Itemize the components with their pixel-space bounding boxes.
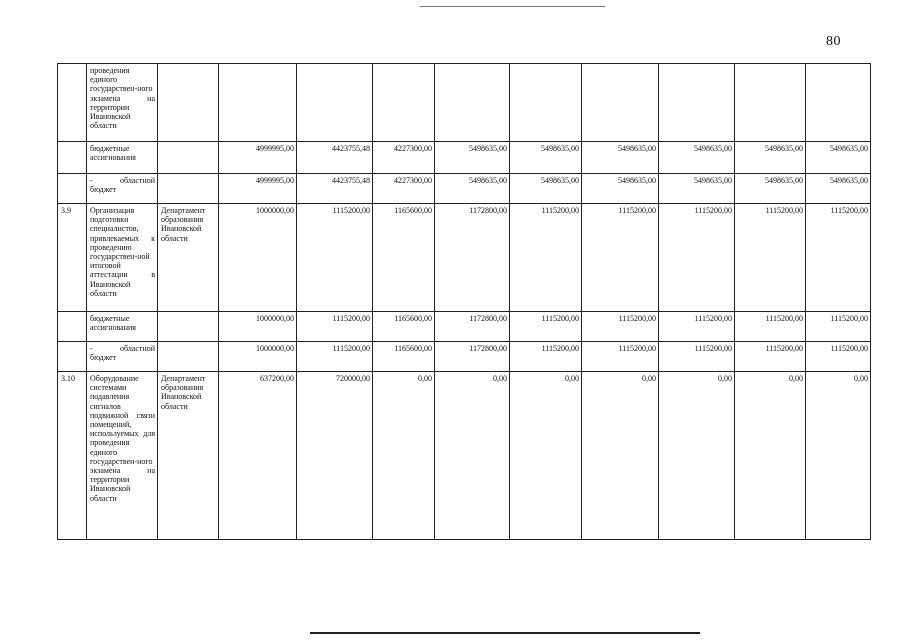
value-cell: 1115200,00 — [510, 312, 582, 342]
row-number-cell — [58, 312, 87, 342]
value-cell: 1172800,00 — [435, 312, 510, 342]
value-cell: 1115200,00 — [735, 204, 806, 312]
value-cell — [806, 64, 871, 142]
value-cell: 1000000,00 — [219, 204, 297, 312]
value-cell: 5498635,00 — [510, 174, 582, 204]
value-cell: 1115200,00 — [582, 204, 659, 312]
table-row — [58, 204, 871, 312]
row-number-cell — [58, 64, 87, 142]
value-cell: 0,00 — [659, 372, 735, 540]
item-name-cell: Оборудование системами подавления сигналов подвижной связи помещений, используемых для проведения единого государствен-ного экзамена на территории Ивановской области — [87, 372, 158, 540]
budget-table — [57, 63, 871, 540]
value-cell: 1115200,00 — [510, 204, 582, 312]
value-cell: 5498635,00 — [582, 174, 659, 204]
value-cell: 637200,00 — [219, 372, 297, 540]
value-cell — [659, 64, 735, 142]
value-cell: 1115200,00 — [297, 342, 373, 372]
bottom-rule — [310, 632, 700, 634]
value-cell: 1115200,00 — [582, 342, 659, 372]
value-cell: 4227300,00 — [373, 142, 435, 174]
department-cell — [158, 174, 219, 204]
value-cell: 1115200,00 — [806, 312, 871, 342]
value-cell: 1165600,00 — [373, 312, 435, 342]
value-cell — [435, 64, 510, 142]
value-cell: 4423755,48 — [297, 174, 373, 204]
value-cell: 5498635,00 — [510, 142, 582, 174]
value-cell: 1115200,00 — [659, 204, 735, 312]
value-cell: 1000000,00 — [219, 342, 297, 372]
item-name-cell: Организация подготовки специалистов, привлекаемых к проведению государствен-ной итоговой аттестации в Ивановской области — [87, 204, 158, 312]
department-cell — [158, 142, 219, 174]
budget-table-body — [58, 64, 871, 540]
value-cell: 1172800,00 — [435, 342, 510, 372]
row-number-cell: 3.9 — [58, 204, 87, 312]
value-cell — [219, 64, 297, 142]
value-cell: 1172800,00 — [435, 204, 510, 312]
value-cell: 1115200,00 — [582, 312, 659, 342]
value-cell: 1115200,00 — [735, 312, 806, 342]
value-cell: 1115200,00 — [806, 342, 871, 372]
value-cell: 1000000,00 — [219, 312, 297, 342]
item-name-cell: - областной бюджет — [87, 174, 158, 204]
page-number: 80 — [826, 34, 841, 49]
value-cell: 0,00 — [582, 372, 659, 540]
value-cell: 0,00 — [510, 372, 582, 540]
value-cell: 1115200,00 — [297, 312, 373, 342]
value-cell: 5498635,00 — [582, 142, 659, 174]
value-cell: 0,00 — [806, 372, 871, 540]
value-cell — [297, 64, 373, 142]
value-cell: 1115200,00 — [297, 204, 373, 312]
value-cell: 4999995,00 — [219, 174, 297, 204]
table-row — [58, 342, 871, 372]
value-cell — [510, 64, 582, 142]
table-row — [58, 64, 871, 142]
value-cell: 1115200,00 — [806, 204, 871, 312]
table-row — [58, 142, 871, 174]
value-cell: 1165600,00 — [373, 342, 435, 372]
department-cell — [158, 312, 219, 342]
value-cell: 0,00 — [435, 372, 510, 540]
row-number-cell — [58, 174, 87, 204]
value-cell: 1115200,00 — [659, 342, 735, 372]
value-cell: 5498635,00 — [435, 142, 510, 174]
item-name-cell: бюджетные ассигнования — [87, 142, 158, 174]
value-cell — [373, 64, 435, 142]
item-name-cell: проведения единого государствен-ного экзамена на территории Ивановской области — [87, 64, 158, 142]
value-cell: 720000,00 — [297, 372, 373, 540]
department-cell — [158, 342, 219, 372]
item-name-cell: бюджетные ассигнования — [87, 312, 158, 342]
department-cell: Департамент образования Ивановской области — [158, 372, 219, 540]
row-number-cell: 3.10 — [58, 372, 87, 540]
value-cell: 0,00 — [373, 372, 435, 540]
row-number-cell — [58, 342, 87, 372]
value-cell: 5498635,00 — [735, 174, 806, 204]
value-cell: 1165600,00 — [373, 204, 435, 312]
row-number-cell — [58, 142, 87, 174]
value-cell: 0,00 — [735, 372, 806, 540]
value-cell: 5498635,00 — [806, 142, 871, 174]
value-cell: 1115200,00 — [659, 312, 735, 342]
table-row — [58, 312, 871, 342]
value-cell — [582, 64, 659, 142]
department-cell — [158, 64, 219, 142]
item-name-cell: - областной бюджет — [87, 342, 158, 372]
value-cell: 5498635,00 — [806, 174, 871, 204]
value-cell: 4227300,00 — [373, 174, 435, 204]
value-cell — [735, 64, 806, 142]
value-cell: 5498635,00 — [735, 142, 806, 174]
value-cell: 5498635,00 — [659, 142, 735, 174]
value-cell: 5498635,00 — [435, 174, 510, 204]
value-cell: 4423755,48 — [297, 142, 373, 174]
value-cell: 1115200,00 — [510, 342, 582, 372]
value-cell: 5498635,00 — [659, 174, 735, 204]
value-cell: 4999995,00 — [219, 142, 297, 174]
table-row — [58, 174, 871, 204]
value-cell: 1115200,00 — [735, 342, 806, 372]
top-rule — [420, 6, 605, 7]
table-row — [58, 372, 871, 540]
department-cell: Департамент образования Ивановской области — [158, 204, 219, 312]
